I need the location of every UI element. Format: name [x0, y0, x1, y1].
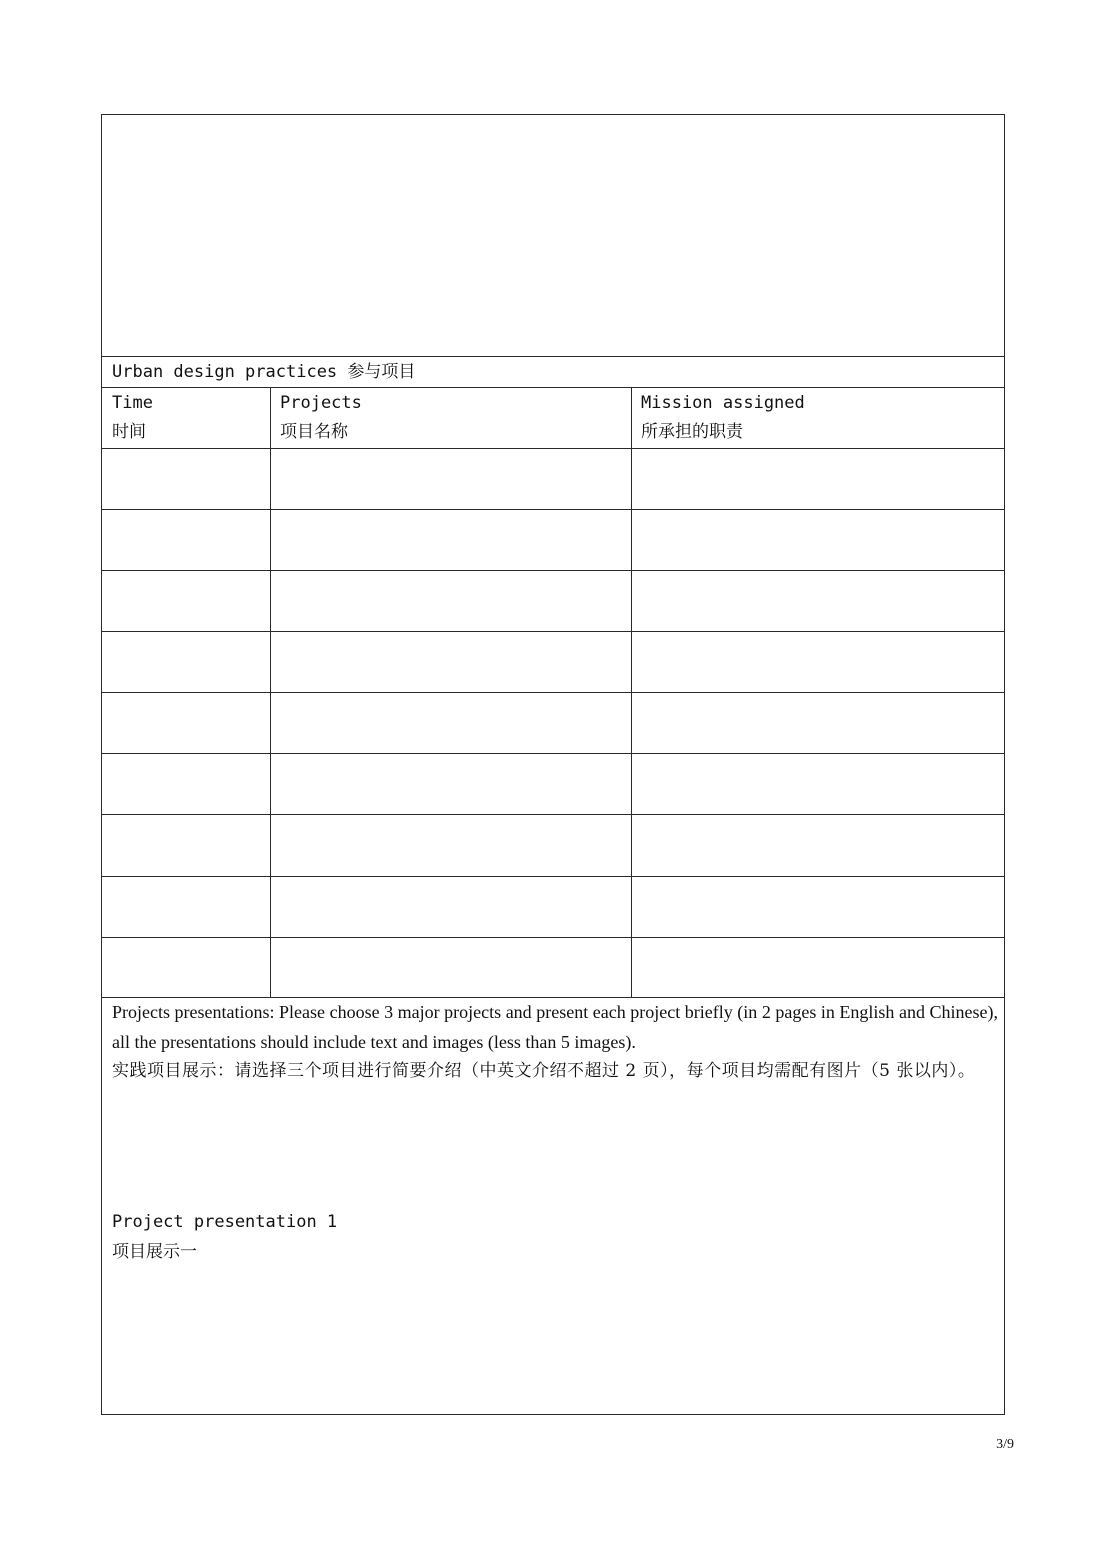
presentation-instruction-zh: 实践项目展示：请选择三个项目进行简要介绍（中英文介绍不超过 2 页），每个项目均需配有图片（5 张以内）。: [112, 1061, 976, 1081]
divider-top-blank: [102, 356, 1004, 357]
column-header-projects: [280, 389, 362, 447]
column-header-time-en: Time: [112, 393, 153, 413]
column-divider-1: [270, 387, 271, 997]
column-header-mission: [641, 389, 805, 447]
divider-row-1: [102, 509, 1004, 510]
page-number: 3/9: [996, 1437, 1014, 1452]
divider-row-2: [102, 570, 1004, 571]
section-title: Urban design practices 参与项目: [112, 362, 416, 382]
column-divider-2: [631, 387, 632, 997]
column-header-time: [112, 389, 153, 447]
divider-row-6: [102, 814, 1004, 815]
divider-row-3: [102, 631, 1004, 632]
column-header-mission-zh: 所承担的职责: [641, 422, 743, 442]
divider-header-row: [102, 448, 1004, 449]
divider-section-title: [102, 387, 1004, 388]
divider-row-4: [102, 692, 1004, 693]
column-header-projects-zh: 项目名称: [280, 422, 348, 442]
project-presentation-1: [112, 1208, 337, 1267]
project-presentation-1-en: Project presentation 1: [112, 1212, 338, 1232]
form-frame: [101, 114, 1005, 1415]
column-header-mission-en: Mission assigned: [641, 393, 805, 413]
presentation-instructions: [112, 998, 998, 1087]
divider-row-8: [102, 937, 1004, 938]
column-header-time-zh: 时间: [112, 422, 146, 442]
project-presentation-1-zh: 项目展示一: [112, 1241, 197, 1262]
divider-row-7: [102, 876, 1004, 877]
divider-row-5: [102, 753, 1004, 754]
presentation-instruction-en: Projects presentations: Please choose 3 major projects and present each project briefly (in 2 pages in English and Chinese), all the presentations should include text and images (less than 5 images).: [112, 1002, 998, 1052]
column-header-projects-en: Projects: [280, 393, 362, 413]
